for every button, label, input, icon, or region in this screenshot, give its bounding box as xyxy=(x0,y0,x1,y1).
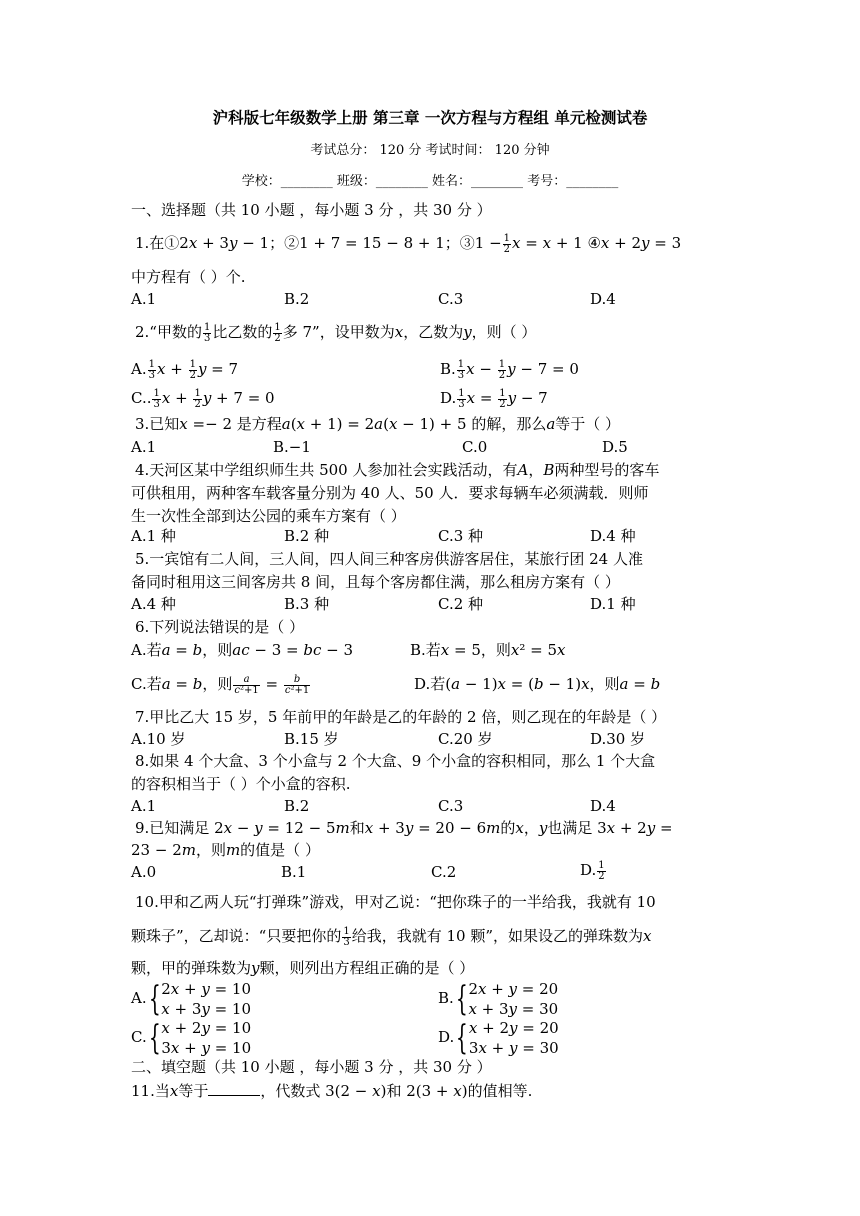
q1-option-b: B.2 xyxy=(284,290,310,308)
question-8-line1: 8.如果 4 个大盒、3 个小盒与 2 个大盒、9 个小盒的容积相同，那么 1 个大盒 xyxy=(135,752,656,770)
q2-fraction-1: $\frac{1}{3}$ xyxy=(203,321,211,344)
q3-option-b: B.−1 xyxy=(273,438,311,456)
section-2-heading: 二、填空题（共 10 小题 ，每小题 3 分 ，共 30 分 ） xyxy=(131,1058,492,1076)
q1-text-a: 1.在①2𝑥 + 3𝑦 − 1；②1 + 7 = 15 − 8 + 1；③1 − xyxy=(135,234,502,252)
q10-option-a: A.{ 2𝑥 + 𝑦 = 10 𝑥 + 3𝑦 = 10 xyxy=(131,979,252,1019)
question-4-line1: 4.天河区某中学组织师生共 500 人参加社会实践活动，有𝐴，𝐵两种型号的客车 xyxy=(135,461,660,479)
q7-option-a: A.10 岁 xyxy=(131,730,186,748)
question-10-line2: 颗珠子”，乙却说：“只要把你的 $\frac{1}{3}$ 给我，我就有 10 颗”，如果设乙的弹珠数为𝑥 xyxy=(131,925,652,948)
q2-option-a: A. $\frac{1}{3}$ 𝑥 + $\frac{1}{2}$ 𝑦 = 7 xyxy=(131,358,239,381)
q1-option-d: D.4 xyxy=(590,290,616,308)
question-1-line2: 中方程有（ ）个. xyxy=(131,268,246,286)
q4-option-d: D.4 种 xyxy=(590,527,636,545)
question-10-line1: 10.甲和乙两人玩“打弹珠”游戏，甲对乙说：“把你珠子的一半给我，我就有 10 xyxy=(135,893,656,911)
section-1-heading: 一、选择题（共 10 小题 ，每小题 3 分 ，共 30 分 ） xyxy=(131,201,492,219)
question-11: 11.当𝑥等于 ，代数式 3(2 − 𝑥)和 2(3 + 𝑥)的值相等. xyxy=(131,1082,533,1100)
q4-option-b: B.2 种 xyxy=(284,527,330,545)
q9-option-d: D. $\frac{1}{2}$ xyxy=(580,859,605,882)
q2-option-b: B. $\frac{1}{3}$ 𝑥 − $\frac{1}{2}$ 𝑦 − 7 = 0 xyxy=(440,358,579,381)
q8-option-d: D.4 xyxy=(590,797,616,815)
q5-option-c: C.2 种 xyxy=(438,595,484,613)
question-6: 6.下列说法错误的是（ ） xyxy=(135,618,305,636)
q1-fraction: $\frac{1}{2}$ xyxy=(503,232,511,255)
q4-option-a: A.1 种 xyxy=(131,527,176,545)
q2-option-d: D. $\frac{1}{3}$ 𝑥 = $\frac{1}{2}$ 𝑦 − 7 xyxy=(440,387,548,410)
question-5-line2: 备同时租用这三间客房共 8 间，且每个客房都住满，那么租房方案有（ ） xyxy=(131,573,620,591)
q3-option-a: A.1 xyxy=(131,438,157,456)
exam-info: 考试总分： 120 分 考试时间： 120 分钟 xyxy=(310,143,550,158)
question-10-line3: 颗，甲的弹珠数为𝑦颗，则列出方程组正确的是（ ） xyxy=(131,959,475,977)
q10-option-d: D.{ 𝑥 + 2𝑦 = 20 3𝑥 + 𝑦 = 30 xyxy=(438,1018,559,1058)
question-9-line2: 23 − 2𝑚，则𝑚的值是（ ） xyxy=(131,841,320,859)
question-4-line2: 可供租用，两种客车载客量分别为 40 人、50 人．要求每辆车必须满载．则师 xyxy=(131,484,649,502)
question-5-line1: 5.一宾馆有二人间，三人间，四人间三种客房供游客居住，某旅行团 24 人准 xyxy=(135,550,643,568)
q7-option-b: B.15 岁 xyxy=(284,730,339,748)
q9-option-b: B.1 xyxy=(281,863,307,881)
q8-option-a: A.1 xyxy=(131,797,157,815)
question-4-line3: 生一次性全部到达公园的乘车方案有（ ） xyxy=(131,507,406,525)
q9-option-a: A.0 xyxy=(131,863,157,881)
exam-title: 沪科版七年级数学上册 第三章 一次方程与方程组 单元检测试卷 xyxy=(212,109,648,127)
question-1 xyxy=(135,233,681,255)
q10-option-b: B.{ 2𝑥 + 𝑦 = 20 𝑥 + 3𝑦 = 30 xyxy=(438,979,559,1019)
q8-option-c: C.3 xyxy=(438,797,464,815)
q6-option-b: B.若𝑥 = 5，则𝑥² = 5𝑥 xyxy=(410,641,566,659)
q4-option-c: C.3 种 xyxy=(438,527,484,545)
q2-option-c: C.. $\frac{1}{3}$ 𝑥 + $\frac{1}{2}$ 𝑦 + 7 = 0 xyxy=(131,387,275,410)
q1-option-c: C.3 xyxy=(438,290,464,308)
q7-option-d: D.30 岁 xyxy=(590,730,646,748)
q11-answer-blank[interactable] xyxy=(208,1081,260,1096)
q2-fraction-2: $\frac{1}{2}$ xyxy=(274,321,281,344)
q3-option-c: C.0 xyxy=(462,438,488,456)
student-info: 学校：________ 班级：________ 姓名：________ 考号：________ xyxy=(241,174,619,189)
q8-option-b: B.2 xyxy=(284,797,310,815)
q1-option-a: A.1 xyxy=(131,290,157,308)
question-8-line2: 的容积相当于（ ）个小盒的容积. xyxy=(131,775,351,793)
q5-option-a: A.4 种 xyxy=(131,595,176,613)
q7-option-c: C.20 岁 xyxy=(438,730,493,748)
q5-option-d: D.1 种 xyxy=(590,595,636,613)
q3-option-d: D.5 xyxy=(602,438,628,456)
question-2: 2.“甲数的 $\frac{1}{3}$ 比乙数的 $\frac{1}{2}$ 多 7”，设甲数为𝑥，乙数为𝑦，则（ ） xyxy=(135,321,537,344)
question-9-line1: 9.已知满足 2𝑥 − 𝑦 = 12 − 5𝑚和𝑥 + 3𝑦 = 20 − 6𝑚的𝑥，𝑦也满足 3𝑥 + 2𝑦 = xyxy=(135,819,673,837)
q10-option-c: C.{ 𝑥 + 2𝑦 = 10 3𝑥 + 𝑦 = 10 xyxy=(131,1018,252,1058)
q5-option-b: B.3 种 xyxy=(284,595,330,613)
q6-option-d: D.若(𝑎 − 1)𝑥 = (𝑏 − 1)𝑥，则𝑎 = 𝑏 xyxy=(414,675,661,693)
q1-text-b: 𝑥 = 𝑥 + 1 ④𝑥 + 2𝑦 = 3 xyxy=(512,234,682,252)
q9-option-c: C.2 xyxy=(431,863,457,881)
question-7: 7.甲比乙大 15 岁，5 年前甲的年龄是乙的年龄的 2 倍，则乙现在的年龄是（ ） xyxy=(135,708,667,726)
q6-option-c: C.若𝑎 = 𝑏，则 $\frac{\text{𝑎}}{\text{𝑐²+1}}$ = $\frac{\text{𝑏}}{\text{𝑐²+1}}$ xyxy=(131,673,310,696)
q6-option-a: A.若𝑎 = 𝑏，则𝑎𝑐 − 3 = 𝑏𝑐 − 3 xyxy=(131,641,353,659)
question-3: 3.已知𝑥 =− 2 是方程𝑎(𝑥 + 1) = 2𝑎(𝑥 − 1) + 5 的解，那么𝑎等于（ ） xyxy=(135,415,621,433)
